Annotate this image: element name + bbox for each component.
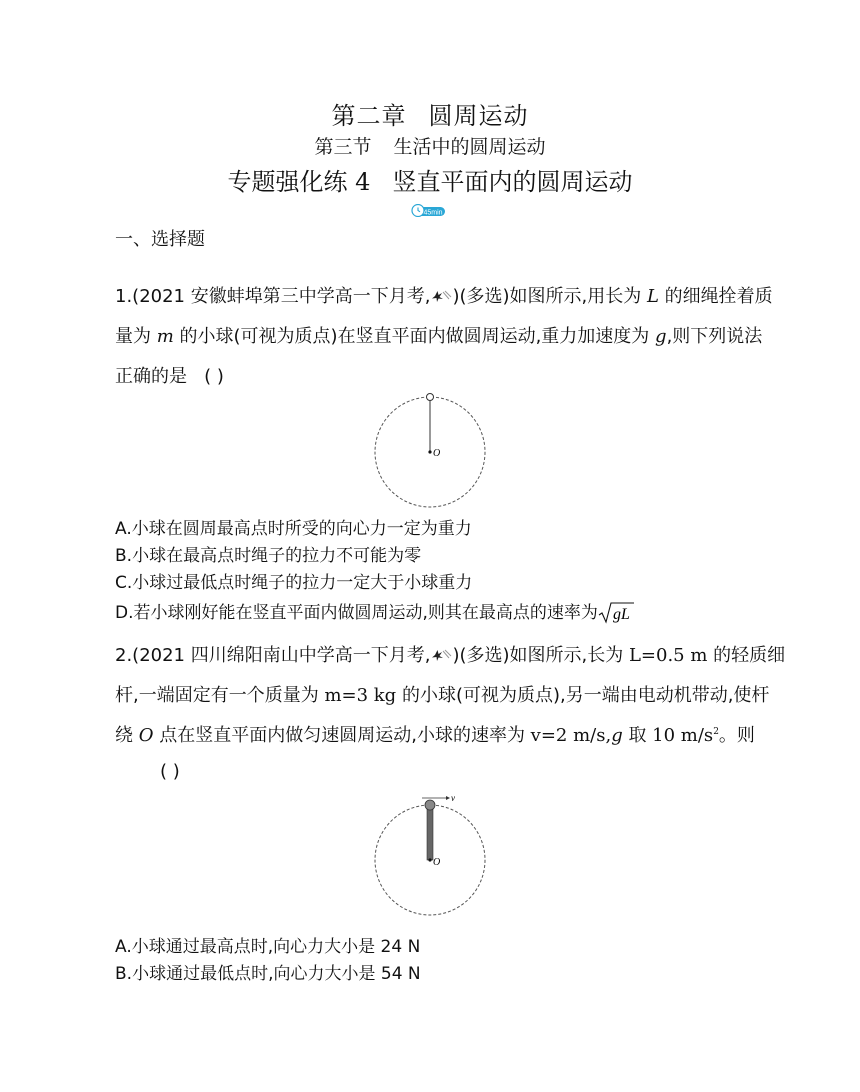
- sqrt-formula: [598, 601, 634, 625]
- q2-line2: 杆,一端固定有一个质量为 m=3 kg 的小球(可视为质点),另一端由电动机带动,使杆: [115, 685, 770, 706]
- section-number: 第三节: [314, 136, 372, 158]
- difficulty-star-icon: [430, 289, 452, 303]
- q2-figure: [368, 792, 494, 922]
- q2-answer-blank: ( ): [160, 761, 180, 782]
- ball: [425, 800, 435, 810]
- center-label: O: [433, 857, 441, 868]
- topic-title: [0, 162, 860, 197]
- difficulty-star-icon: [430, 648, 452, 662]
- q1-option-d: D.若小球刚好能在竖直平面内做圆周运动,则其在最高点的速率为 gL: [115, 598, 634, 625]
- q1-option-c: C.小球过最低点时绳子的拉力一定大于小球重力: [115, 573, 473, 593]
- topic-name: 竖直平面内的圆周运动: [392, 168, 633, 196]
- chapter-number: 第二章: [331, 102, 407, 130]
- chapter-name: 圆周运动: [428, 102, 529, 130]
- chapter-title: [0, 96, 860, 131]
- q1-option-a: A.小球在圆周最高点时所受的向心力一定为重力: [115, 519, 472, 539]
- svg-text:gL: gL: [612, 606, 630, 623]
- q1-line2: 量为 m 的小球(可视为质点)在竖直平面内做圆周运动,重力加速度为 g,则下列说法: [115, 326, 763, 347]
- section-heading: 一、选择题: [115, 229, 205, 250]
- ball: [427, 394, 434, 401]
- topic-number: 专题强化练 4: [227, 168, 371, 196]
- center-label: O: [433, 448, 441, 459]
- q2-option-b: B.小球通过最低点时,向心力大小是 54 N: [115, 964, 421, 984]
- answer-blank: ( ): [204, 366, 224, 387]
- section-name: 生活中的圆周运动: [393, 136, 546, 158]
- timer-icon: [411, 204, 445, 217]
- q1-option-b: B.小球在最高点时绳子的拉力不可能为零: [115, 546, 422, 566]
- q2-line1: 2.(2021 四川绵阳南山中学高一下月考, )(多选)如图所示,长为 L=0.5 m 的轻质细: [115, 645, 786, 666]
- rod: [427, 806, 433, 860]
- q2-option-a: A.小球通过最高点时,向心力大小是 24 N: [115, 937, 421, 957]
- q1-line1: 1.(2021 安徽蚌埠第三中学高一下月考, )(多选)如图所示,用长为 L 的细绳拴着质: [115, 286, 773, 307]
- center-point: [428, 450, 431, 453]
- center-point: [428, 858, 431, 861]
- q2-line3: 绕 O 点在竖直平面内做匀速圆周运动,小球的速率为 v=2 m/s,g 取 10 $m/s^2$。则: [115, 725, 755, 746]
- velocity-label: v: [451, 793, 455, 803]
- timer-label: 45min: [423, 209, 443, 217]
- q1-line3: 正确的是 ( ): [115, 366, 224, 387]
- section-title: [0, 132, 860, 159]
- q1-figure: [370, 390, 490, 510]
